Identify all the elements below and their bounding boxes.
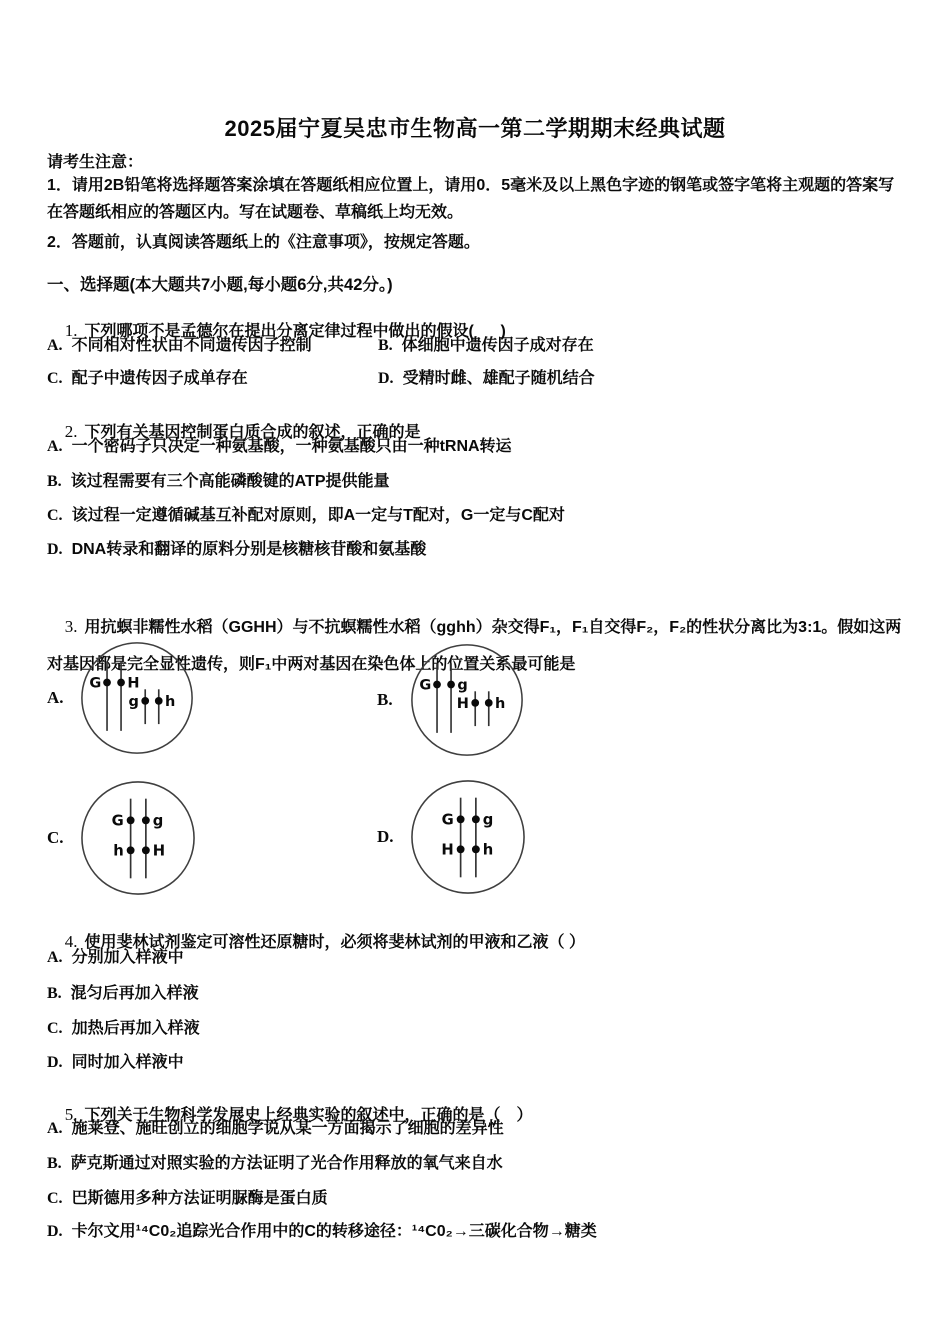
notice-heading: 请考生注意：	[47, 154, 144, 171]
question-5-text: 下列关于生物科学发展史上经典实验的叙述中，正确的是（ ）	[84, 1107, 533, 1124]
q5-option-d-text: 卡尔文用¹⁴C0₂追踪光合作用中的C的转移途径：¹⁴C0₂→三碳化合物→糖类	[71, 1223, 597, 1240]
chromosome-diagram-b	[409, 642, 525, 758]
q2-option-b-label: B.	[47, 473, 62, 490]
gene-label: h	[495, 696, 506, 713]
q4-option-c-text: 加热后再加入样液	[71, 1020, 200, 1037]
q5-option-a-text: 施莱登、施旺创立的细胞学说从某一方面揭示了细胞的差异性	[71, 1120, 504, 1137]
chromosome-diagram-d	[409, 778, 527, 896]
q3-diagram-a	[47, 640, 195, 756]
gene-label: H	[152, 842, 166, 860]
q2-option-d-text: DNA转录和翻译的原料分别是核糖核苷酸和氨基酸	[71, 541, 427, 558]
q5-option-d	[47, 1222, 903, 1242]
q1-option-a-text: 不同相对性状由不同遗传因子控制	[71, 337, 312, 354]
section-heading: 一、选择题(本大题共7小题,每小题6分,共42分。)	[47, 276, 393, 294]
q1-option-b-text: 体细胞中遗传因子成对存在	[401, 337, 594, 354]
q4-option-a-text: 分别加入样液中	[71, 949, 184, 966]
q5-option-a-label: A.	[47, 1120, 63, 1137]
q1-option-a	[47, 336, 378, 356]
q3-diagram-c	[47, 779, 197, 897]
q5-option-a	[47, 1119, 903, 1139]
gene-label: h	[482, 841, 494, 859]
q5-option-b-label: B.	[47, 1155, 62, 1172]
q3-diagram-a-label: A.	[47, 688, 64, 707]
question-2-text: 下列有关基因控制蛋白质合成的叙述，正确的是	[84, 424, 421, 441]
question-5-number: 5.	[64, 1105, 78, 1124]
question-1-number: 1.	[64, 321, 78, 340]
question-3-number: 3.	[64, 617, 78, 636]
gene-label: g	[457, 677, 468, 694]
notice-item-2: 2．答题前，认真阅读答题纸上的《注意事项》，按规定答题。	[47, 234, 480, 251]
gene-label: g	[128, 694, 139, 711]
gene-label: G	[111, 812, 124, 830]
q2-option-b-text: 该过程需要有三个高能磷酸键的ATP提供能量	[70, 473, 390, 490]
gene-label: h	[165, 694, 176, 711]
q4-option-c-label: C.	[47, 1020, 63, 1037]
question-4-text: 使用斐林试剂鉴定可溶性还原糖时，必须将斐林试剂的甲液和乙液（ ）	[84, 934, 585, 951]
chromosome-diagram-a	[79, 640, 195, 756]
question-3-text: 用抗螟非糯性水稻（GGHH）与不抗螟糯性水稻（gghh）杂交得F₁，F₁自交得F₂，F₂的性状分离比为3:1。假如这两对基因都是完全显性遗传，则F₁中两对基因在染色体上的位置关系最可能是	[47, 619, 902, 673]
chromosome-diagram-c	[79, 779, 197, 897]
q2-option-c-label: C.	[47, 507, 63, 524]
gene-label: H	[127, 675, 140, 692]
q1-option-b-label: B.	[378, 337, 393, 354]
question-1-text: 下列哪项不是孟德尔在提出分离定律过程中做出的假设( )	[84, 323, 506, 340]
q5-option-b	[47, 1154, 903, 1174]
q5-option-c	[47, 1189, 903, 1209]
q4-option-b-text: 混匀后再加入样液	[70, 985, 199, 1002]
q4-option-a-label: A.	[47, 949, 63, 966]
gene-label: H	[456, 696, 469, 713]
q1-option-b	[378, 336, 903, 356]
notice-item-1: 1．请用2B铅笔将选择题答案涂填在答题纸相应位置上，请用0．5毫米及以上黑色字迹的钢笔或签字笔将主观题的答案写在答题纸相应的答题区内。写在试题卷、草稿纸上均无效。	[47, 177, 895, 221]
q2-option-a	[47, 437, 903, 457]
q5-option-d-label: D.	[47, 1223, 63, 1240]
gene-label: G	[419, 677, 432, 694]
q5-option-c-text: 巴斯德用多种方法证明脲酶是蛋白质	[71, 1190, 328, 1207]
q1-option-c-label: C.	[47, 370, 63, 387]
q3-diagram-d-label: D.	[377, 827, 394, 846]
q1-option-d	[378, 369, 903, 389]
q3-diagram-d	[377, 778, 527, 896]
q1-option-d-text: 受精时雌、雄配子随机结合	[402, 370, 595, 387]
q2-option-a-label: A.	[47, 438, 63, 455]
question-1-options	[47, 336, 903, 389]
q4-option-c	[47, 1019, 903, 1039]
q3-diagram-b-label: B.	[377, 690, 393, 709]
question-2-number: 2.	[64, 422, 78, 441]
gene-label: h	[113, 842, 124, 860]
q4-option-d-text: 同时加入样液中	[71, 1054, 184, 1071]
q1-option-c	[47, 369, 378, 389]
q2-option-a-text: 一个密码子只决定一种氨基酸，一种氨基酸只由一种tRNA转运	[71, 438, 512, 455]
q4-option-b	[47, 984, 903, 1004]
q4-option-d-label: D.	[47, 1054, 63, 1071]
q2-option-c	[47, 506, 903, 526]
q4-option-b-label: B.	[47, 985, 62, 1002]
gene-label: G	[89, 675, 102, 692]
gene-label: g	[152, 812, 164, 830]
q1-option-c-text: 配子中遗传因子成单存在	[71, 370, 248, 387]
gene-label: g	[482, 811, 494, 829]
q3-diagram-b	[377, 642, 525, 758]
q4-option-a	[47, 948, 903, 968]
q2-option-d	[47, 540, 903, 560]
page-title: 2025届宁夏吴忠市生物高一第二学期期末经典试题	[224, 116, 726, 141]
gene-label: G	[441, 811, 454, 829]
question-4-number: 4.	[64, 932, 78, 951]
q1-option-a-label: A.	[47, 337, 63, 354]
gene-label: H	[441, 841, 454, 859]
q2-option-b	[47, 472, 903, 492]
q2-option-d-label: D.	[47, 541, 63, 558]
q1-option-d-label: D.	[378, 370, 394, 387]
q4-option-d	[47, 1053, 903, 1073]
q5-option-b-text: 萨克斯通过对照实验的方法证明了光合作用释放的氧气来自水	[70, 1155, 503, 1172]
q3-diagram-c-label: C.	[47, 828, 64, 847]
q5-option-c-label: C.	[47, 1190, 63, 1207]
q2-option-c-text: 该过程一定遵循碱基互补配对原则，即A一定与T配对，G一定与C配对	[71, 507, 565, 524]
